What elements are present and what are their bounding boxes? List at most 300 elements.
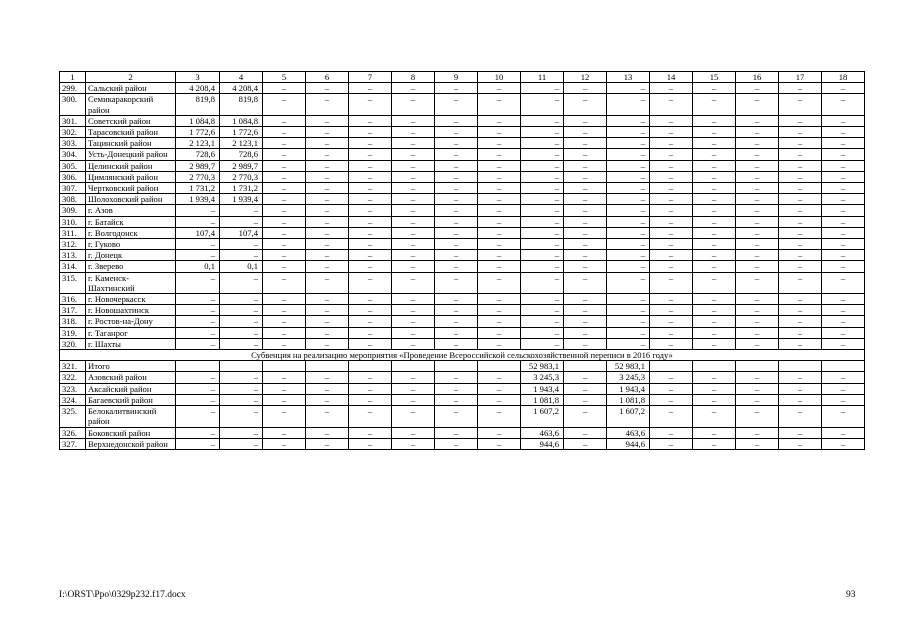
value-cell-col-18: – (822, 94, 865, 115)
value-cell-col-3: 728,6 (176, 149, 220, 160)
value-cell-col-5: – (263, 183, 306, 194)
table-row (60, 372, 865, 383)
value-cell-col-9: – (435, 227, 478, 238)
value-cell-col-15: – (693, 83, 736, 94)
table-row (60, 406, 865, 427)
row-number-cell: 324. (60, 394, 86, 405)
value-cell-col-13: 944,6 (607, 438, 650, 449)
total-cell-col-18 (822, 361, 865, 372)
value-cell-col-9: – (435, 216, 478, 227)
value-cell-col-4: – (220, 406, 263, 427)
row-number-cell: 326. (60, 427, 86, 438)
value-cell-col-14: – (650, 227, 693, 238)
value-cell-col-12: – (564, 160, 607, 171)
value-cell-col-3: 2 770,3 (176, 171, 220, 182)
value-cell-col-18: – (822, 149, 865, 160)
value-cell-col-13: – (607, 205, 650, 216)
row-number-cell: 322. (60, 372, 86, 383)
value-cell-col-15: – (693, 115, 736, 126)
value-cell-col-9: – (435, 438, 478, 449)
value-cell-col-16: – (736, 383, 779, 394)
row-number-cell: 327. (60, 438, 86, 449)
value-cell-col-5: – (263, 115, 306, 126)
territory-name-cell: Семикаракорский район (86, 94, 176, 115)
value-cell-col-18: – (822, 239, 865, 250)
value-cell-col-8: – (392, 327, 435, 338)
value-cell-col-11: 1 607,2 (521, 406, 564, 427)
value-cell-col-11: – (521, 316, 564, 327)
row-number-cell: 300. (60, 94, 86, 115)
value-cell-col-13: – (607, 160, 650, 171)
value-cell-col-11: – (521, 127, 564, 138)
value-cell-col-10: – (478, 316, 521, 327)
value-cell-col-18: – (822, 205, 865, 216)
value-cell-col-13: – (607, 194, 650, 205)
value-cell-col-15: – (693, 316, 736, 327)
column-number-cell: 13 (607, 72, 650, 83)
value-cell-col-4: 1 939,4 (220, 194, 263, 205)
value-cell-col-6: – (306, 149, 349, 160)
value-cell-col-11: – (521, 115, 564, 126)
column-number-row (60, 72, 865, 83)
value-cell-col-10: – (478, 194, 521, 205)
value-cell-col-11: – (521, 138, 564, 149)
value-cell-col-6: – (306, 305, 349, 316)
territory-name-cell: г. Батайск (86, 216, 176, 227)
value-cell-col-15: – (693, 239, 736, 250)
value-cell-col-10: – (478, 216, 521, 227)
value-cell-col-18: – (822, 194, 865, 205)
value-cell-col-15: – (693, 406, 736, 427)
value-cell-col-5: – (263, 305, 306, 316)
table-row (60, 149, 865, 160)
value-cell-col-17: – (779, 261, 822, 272)
value-cell-col-11: 463,6 (521, 427, 564, 438)
value-cell-col-10: – (478, 427, 521, 438)
value-cell-col-14: – (650, 94, 693, 115)
value-cell-col-16: – (736, 250, 779, 261)
value-cell-col-3: – (176, 205, 220, 216)
value-cell-col-15: – (693, 160, 736, 171)
value-cell-col-17: – (779, 138, 822, 149)
value-cell-col-10: – (478, 394, 521, 405)
value-cell-col-14: – (650, 160, 693, 171)
value-cell-col-13: – (607, 227, 650, 238)
value-cell-col-5: – (263, 83, 306, 94)
table-row (60, 294, 865, 305)
value-cell-col-11: – (521, 160, 564, 171)
value-cell-col-8: – (392, 316, 435, 327)
value-cell-col-9: – (435, 138, 478, 149)
table-row (60, 438, 865, 449)
value-cell-col-10: – (478, 149, 521, 160)
total-cell-col-10 (478, 361, 521, 372)
value-cell-col-18: – (822, 261, 865, 272)
value-cell-col-3: – (176, 438, 220, 449)
value-cell-col-9: – (435, 83, 478, 94)
value-cell-col-16: – (736, 438, 779, 449)
table-row (60, 261, 865, 272)
value-cell-col-16: – (736, 338, 779, 349)
value-cell-col-7: – (349, 406, 392, 427)
value-cell-col-8: – (392, 261, 435, 272)
value-cell-col-16: – (736, 205, 779, 216)
value-cell-col-13: 1 607,2 (607, 406, 650, 427)
value-cell-col-12: – (564, 127, 607, 138)
value-cell-col-8: – (392, 438, 435, 449)
value-cell-col-16: – (736, 394, 779, 405)
value-cell-col-8: – (392, 127, 435, 138)
value-cell-col-16: – (736, 94, 779, 115)
value-cell-col-18: – (822, 394, 865, 405)
total-cell-col-14 (650, 361, 693, 372)
value-cell-col-8: – (392, 338, 435, 349)
value-cell-col-13: – (607, 316, 650, 327)
value-cell-col-14: – (650, 372, 693, 383)
value-cell-col-5: – (263, 216, 306, 227)
value-cell-col-13: 3 245,3 (607, 372, 650, 383)
value-cell-col-17: – (779, 272, 822, 293)
value-cell-col-5: – (263, 205, 306, 216)
value-cell-col-9: – (435, 149, 478, 160)
total-cell-col-6 (306, 361, 349, 372)
value-cell-col-11: – (521, 327, 564, 338)
value-cell-col-15: – (693, 94, 736, 115)
table-row (60, 272, 865, 293)
territory-name-cell: Аксайский район (86, 383, 176, 394)
value-cell-col-6: – (306, 160, 349, 171)
value-cell-col-3: – (176, 272, 220, 293)
value-cell-col-17: – (779, 305, 822, 316)
value-cell-col-5: – (263, 316, 306, 327)
row-number-cell: 301. (60, 115, 86, 126)
value-cell-col-6: – (306, 250, 349, 261)
value-cell-col-18: – (822, 83, 865, 94)
value-cell-col-10: – (478, 205, 521, 216)
value-cell-col-17: – (779, 438, 822, 449)
value-cell-col-7: – (349, 194, 392, 205)
total-cell-col-3 (176, 361, 220, 372)
column-number-cell: 2 (86, 72, 176, 83)
value-cell-col-15: – (693, 338, 736, 349)
value-cell-col-17: – (779, 427, 822, 438)
total-row (60, 361, 865, 372)
footer-file-path: I:\ORST\Ppo\0329p232.f17.docx (59, 590, 186, 600)
value-cell-col-5: – (263, 127, 306, 138)
value-cell-col-9: – (435, 272, 478, 293)
value-cell-col-8: – (392, 205, 435, 216)
total-cell-col-16 (736, 361, 779, 372)
value-cell-col-9: – (435, 316, 478, 327)
value-cell-col-7: – (349, 250, 392, 261)
value-cell-col-8: – (392, 149, 435, 160)
column-number-cell: 11 (521, 72, 564, 83)
value-cell-col-4: – (220, 205, 263, 216)
value-cell-col-4: 0,1 (220, 261, 263, 272)
column-number-cell: 16 (736, 72, 779, 83)
row-number-cell: 320. (60, 338, 86, 349)
territory-name-cell: Азовский район (86, 372, 176, 383)
value-cell-col-13: – (607, 327, 650, 338)
value-cell-col-7: – (349, 205, 392, 216)
value-cell-col-8: – (392, 227, 435, 238)
value-cell-col-3: 0,1 (176, 261, 220, 272)
value-cell-col-10: – (478, 383, 521, 394)
value-cell-col-15: – (693, 183, 736, 194)
table-row (60, 394, 865, 405)
value-cell-col-10: – (478, 250, 521, 261)
value-cell-col-18: – (822, 327, 865, 338)
value-cell-col-16: – (736, 149, 779, 160)
value-cell-col-15: – (693, 294, 736, 305)
value-cell-col-10: – (478, 294, 521, 305)
value-cell-col-7: – (349, 227, 392, 238)
value-cell-col-3: – (176, 250, 220, 261)
value-cell-col-7: – (349, 394, 392, 405)
value-cell-col-7: – (349, 239, 392, 250)
value-cell-col-6: – (306, 216, 349, 227)
value-cell-col-7: – (349, 138, 392, 149)
value-cell-col-8: – (392, 294, 435, 305)
value-cell-col-12: – (564, 372, 607, 383)
column-number-cell: 3 (176, 72, 220, 83)
value-cell-col-14: – (650, 127, 693, 138)
value-cell-col-4: 1 772,6 (220, 127, 263, 138)
table-row (60, 338, 865, 349)
value-cell-col-5: – (263, 227, 306, 238)
value-cell-col-17: – (779, 227, 822, 238)
total-cell-col-5 (263, 361, 306, 372)
row-number-cell: 308. (60, 194, 86, 205)
value-cell-col-5: – (263, 261, 306, 272)
column-number-cell: 12 (564, 72, 607, 83)
value-cell-col-12: – (564, 383, 607, 394)
value-cell-col-7: – (349, 183, 392, 194)
value-cell-col-11: – (521, 338, 564, 349)
value-cell-col-14: – (650, 316, 693, 327)
column-number-cell: 17 (779, 72, 822, 83)
total-cell-col-4 (220, 361, 263, 372)
value-cell-col-8: – (392, 216, 435, 227)
value-cell-col-6: – (306, 427, 349, 438)
value-cell-col-15: – (693, 250, 736, 261)
value-cell-col-5: – (263, 438, 306, 449)
value-cell-col-16: – (736, 127, 779, 138)
total-cell-col-13: 52 983,1 (607, 361, 650, 372)
value-cell-col-17: – (779, 83, 822, 94)
value-cell-col-7: – (349, 272, 392, 293)
value-cell-col-17: – (779, 216, 822, 227)
value-cell-col-17: – (779, 372, 822, 383)
value-cell-col-12: – (564, 227, 607, 238)
value-cell-col-18: – (822, 372, 865, 383)
value-cell-col-18: – (822, 216, 865, 227)
value-cell-col-7: – (349, 83, 392, 94)
row-number-cell: 314. (60, 261, 86, 272)
value-cell-col-6: – (306, 127, 349, 138)
value-cell-col-9: – (435, 261, 478, 272)
value-cell-col-14: – (650, 383, 693, 394)
territory-name-cell: Багаевский район (86, 394, 176, 405)
value-cell-col-7: – (349, 372, 392, 383)
value-cell-col-7: – (349, 94, 392, 115)
value-cell-col-16: – (736, 305, 779, 316)
value-cell-col-16: – (736, 183, 779, 194)
value-cell-col-3: 2 989,7 (176, 160, 220, 171)
value-cell-col-10: – (478, 227, 521, 238)
value-cell-col-13: – (607, 216, 650, 227)
value-cell-col-11: 944,6 (521, 438, 564, 449)
row-number-cell: 310. (60, 216, 86, 227)
value-cell-col-8: – (392, 394, 435, 405)
value-cell-col-9: – (435, 372, 478, 383)
territory-name-cell: г. Новошахтинск (86, 305, 176, 316)
value-cell-col-18: – (822, 294, 865, 305)
value-cell-col-17: – (779, 160, 822, 171)
column-number-cell: 9 (435, 72, 478, 83)
row-number-cell: 305. (60, 160, 86, 171)
total-cell-col-11: 52 983,1 (521, 361, 564, 372)
value-cell-col-3: – (176, 394, 220, 405)
value-cell-col-7: – (349, 305, 392, 316)
value-cell-col-11: – (521, 205, 564, 216)
value-cell-col-3: – (176, 305, 220, 316)
value-cell-col-4: – (220, 272, 263, 293)
column-number-cell: 18 (822, 72, 865, 83)
value-cell-col-15: – (693, 394, 736, 405)
value-cell-col-13: – (607, 171, 650, 182)
value-cell-col-16: – (736, 239, 779, 250)
total-cell-col-7 (349, 361, 392, 372)
value-cell-col-9: – (435, 327, 478, 338)
column-number-cell: 14 (650, 72, 693, 83)
value-cell-col-18: – (822, 406, 865, 427)
value-cell-col-15: – (693, 127, 736, 138)
value-cell-col-12: – (564, 327, 607, 338)
value-cell-col-13: – (607, 338, 650, 349)
value-cell-col-4: 2 123,1 (220, 138, 263, 149)
value-cell-col-11: – (521, 171, 564, 182)
value-cell-col-5: – (263, 250, 306, 261)
value-cell-col-12: – (564, 294, 607, 305)
value-cell-col-12: – (564, 183, 607, 194)
value-cell-col-11: – (521, 272, 564, 293)
value-cell-col-12: – (564, 427, 607, 438)
row-number-cell: 325. (60, 406, 86, 427)
value-cell-col-12: – (564, 216, 607, 227)
total-cell-col-15 (693, 361, 736, 372)
value-cell-col-6: – (306, 338, 349, 349)
value-cell-col-13: – (607, 261, 650, 272)
value-cell-col-12: – (564, 316, 607, 327)
value-cell-col-4: – (220, 250, 263, 261)
territory-name-cell: Советский район (86, 115, 176, 126)
total-cell-col-12 (564, 361, 607, 372)
value-cell-col-9: – (435, 94, 478, 115)
value-cell-col-13: – (607, 250, 650, 261)
row-number-cell: 303. (60, 138, 86, 149)
value-cell-col-15: – (693, 171, 736, 182)
value-cell-col-12: – (564, 138, 607, 149)
value-cell-col-9: – (435, 194, 478, 205)
row-number-cell: 306. (60, 171, 86, 182)
value-cell-col-10: – (478, 239, 521, 250)
value-cell-col-18: – (822, 250, 865, 261)
value-cell-col-16: – (736, 83, 779, 94)
territory-name-cell: г. Ростов-на-Дону (86, 316, 176, 327)
value-cell-col-5: – (263, 294, 306, 305)
row-number-cell: 318. (60, 316, 86, 327)
value-cell-col-8: – (392, 194, 435, 205)
value-cell-col-18: – (822, 171, 865, 182)
value-cell-col-12: – (564, 272, 607, 293)
value-cell-col-6: – (306, 183, 349, 194)
column-number-cell: 8 (392, 72, 435, 83)
value-cell-col-10: – (478, 261, 521, 272)
row-number-cell: 313. (60, 250, 86, 261)
value-cell-col-13: – (607, 138, 650, 149)
territory-name-cell: г. Шахты (86, 338, 176, 349)
value-cell-col-11: – (521, 149, 564, 160)
value-cell-col-4: – (220, 394, 263, 405)
value-cell-col-12: – (564, 438, 607, 449)
value-cell-col-10: – (478, 83, 521, 94)
column-number-cell: 1 (60, 72, 86, 83)
value-cell-col-10: – (478, 171, 521, 182)
value-cell-col-8: – (392, 239, 435, 250)
value-cell-col-3: 1 772,6 (176, 127, 220, 138)
value-cell-col-9: – (435, 406, 478, 427)
value-cell-col-17: – (779, 338, 822, 349)
row-number-cell: 304. (60, 149, 86, 160)
value-cell-col-16: – (736, 261, 779, 272)
value-cell-col-9: – (435, 383, 478, 394)
territory-name-cell: г. Таганрог (86, 327, 176, 338)
value-cell-col-7: – (349, 438, 392, 449)
table-row (60, 205, 865, 216)
value-cell-col-18: – (822, 115, 865, 126)
table-row (60, 194, 865, 205)
value-cell-col-4: – (220, 372, 263, 383)
value-cell-col-14: – (650, 438, 693, 449)
value-cell-col-17: – (779, 149, 822, 160)
value-cell-col-17: – (779, 316, 822, 327)
row-number-cell: 319. (60, 327, 86, 338)
value-cell-col-3: 1 084,8 (176, 115, 220, 126)
table-row (60, 216, 865, 227)
row-number-cell: 323. (60, 383, 86, 394)
value-cell-col-17: – (779, 250, 822, 261)
row-number-cell: 302. (60, 127, 86, 138)
value-cell-col-3: – (176, 427, 220, 438)
table-row (60, 183, 865, 194)
value-cell-col-5: – (263, 194, 306, 205)
value-cell-col-8: – (392, 272, 435, 293)
value-cell-col-5: – (263, 394, 306, 405)
value-cell-col-14: – (650, 327, 693, 338)
value-cell-col-3: – (176, 372, 220, 383)
value-cell-col-6: – (306, 239, 349, 250)
value-cell-col-5: – (263, 338, 306, 349)
value-cell-col-13: – (607, 272, 650, 293)
value-cell-col-9: – (435, 427, 478, 438)
territory-name-cell: Тацинский район (86, 138, 176, 149)
value-cell-col-8: – (392, 383, 435, 394)
value-cell-col-14: – (650, 338, 693, 349)
value-cell-col-15: – (693, 327, 736, 338)
value-cell-col-10: – (478, 338, 521, 349)
value-cell-col-3: 4 208,4 (176, 83, 220, 94)
